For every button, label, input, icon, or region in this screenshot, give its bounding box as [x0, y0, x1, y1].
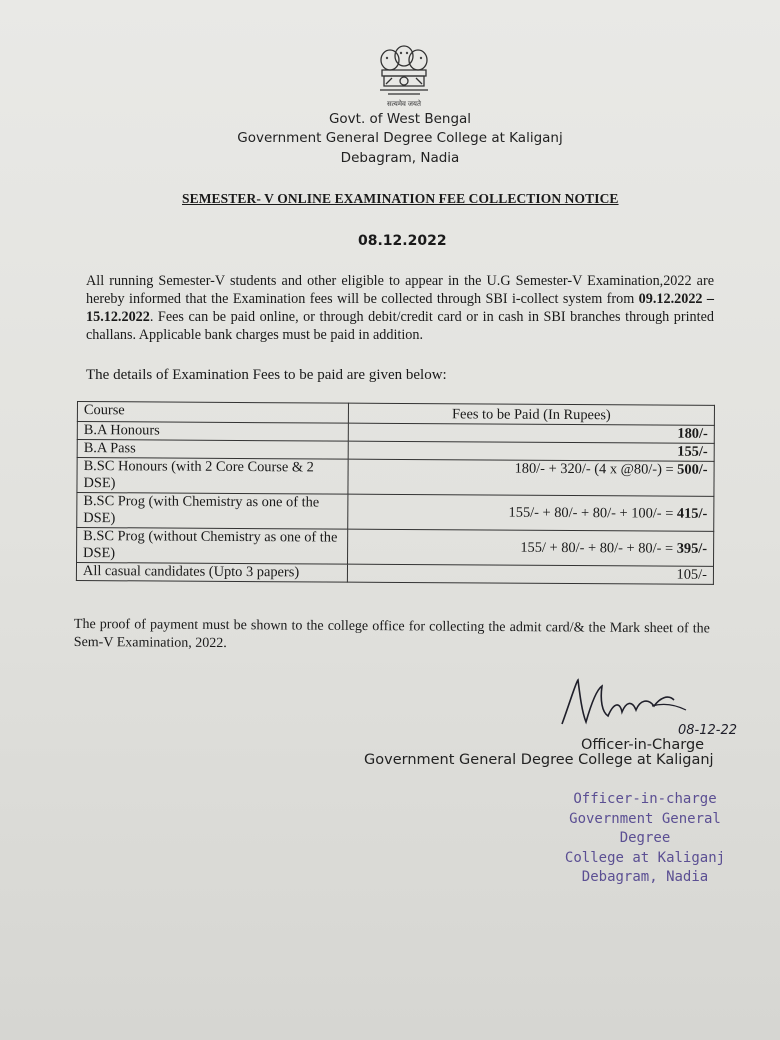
officer-college: Government General Degree College at Kaliganj — [364, 752, 714, 768]
header-course: Course — [77, 402, 348, 424]
notice-date: 08.12.2022 — [358, 233, 447, 249]
officer-title: Officer-in-Charge — [581, 737, 705, 753]
fee-cell: 155/- + 80/- + 80/- + 100/- = 415/- — [348, 494, 714, 531]
fee-cell: 155/ + 80/- + 80/- + 80/- = 395/- — [348, 529, 714, 566]
header-fees: Fees to be Paid (In Rupees) — [348, 403, 714, 425]
fee-total: 500/- — [677, 461, 708, 478]
signature-date: 08-12-22 — [678, 723, 738, 736]
course-cell: B.SC Prog (without Chemistry as one of the DSE) — [77, 528, 348, 565]
table-row — [77, 493, 714, 532]
header-government: Govt. of West Bengal — [328, 111, 472, 127]
notice-body-text-b: . Fees can be paid online, or through debit/credit card or in cash in SBI branches through printed challans. Applicable bank charges must be paid in addition. — [86, 309, 714, 343]
fee-cell — [348, 441, 714, 461]
course-cell: All casual candidates (Upto 3 papers) — [76, 563, 347, 583]
stamp-line: Officer-in-charge — [573, 791, 717, 807]
course-cell: B.A Honours — [77, 422, 348, 442]
table-row — [77, 528, 714, 567]
details-intro: The details of Examination Fees to be paid are given below: — [86, 367, 447, 383]
header-college: Government General Degree College at Kaliganj — [237, 130, 563, 146]
official-stamp — [540, 790, 750, 888]
course-cell: B.SC Prog (with Chemistry as one of the DSE) — [77, 493, 348, 530]
course-cell: B.SC Honours (with 2 Core Course & 2 DSE) — [77, 458, 348, 495]
fee-total: 155/- — [677, 443, 708, 460]
fee-total: 180/- — [677, 425, 708, 442]
notice-title: SEMESTER- V ONLINE EXAMINATION FEE COLLECTION NOTICE — [182, 191, 619, 206]
fee-total: 415/- — [676, 505, 708, 522]
header-address: Debagram, Nadia — [340, 150, 460, 166]
table-row — [76, 563, 713, 585]
emblem-motto: सत्यमेव जयते — [387, 100, 421, 108]
fee-cell — [347, 564, 713, 584]
fee-cell: 180/- + 320/- (4 x @80/-) = 500/- — [348, 459, 714, 496]
fee-table — [76, 401, 715, 585]
proof-note: The proof of payment must be shown to the college office for collecting the admit card/& the Mark sheet of the Sem-V Examination, 2022. — [73, 617, 710, 652]
fee-cell — [348, 423, 714, 443]
course-cell: B.A Pass — [77, 440, 348, 460]
notice-body — [86, 272, 714, 344]
signature — [556, 672, 746, 736]
fee-total: 105/- — [676, 566, 707, 583]
stamp-line: Debagram, Nadia — [581, 869, 709, 885]
notice-body-dates: 09.12.2022 – 15.12.2022 — [86, 291, 715, 325]
stamp-line: Government General Degree — [569, 810, 721, 846]
stamp-line: College at Kaliganj — [564, 849, 726, 866]
table-row — [77, 458, 714, 497]
fee-total: 395/- — [676, 540, 708, 557]
state-emblem-icon — [366, 36, 442, 108]
notice-body-text-a: All running Semester-V students and other eligible to appear in the U.G Semester-V Examination,2022 are hereby informed that the Examination fees will be collected through SBI i-collect system from — [86, 273, 714, 307]
